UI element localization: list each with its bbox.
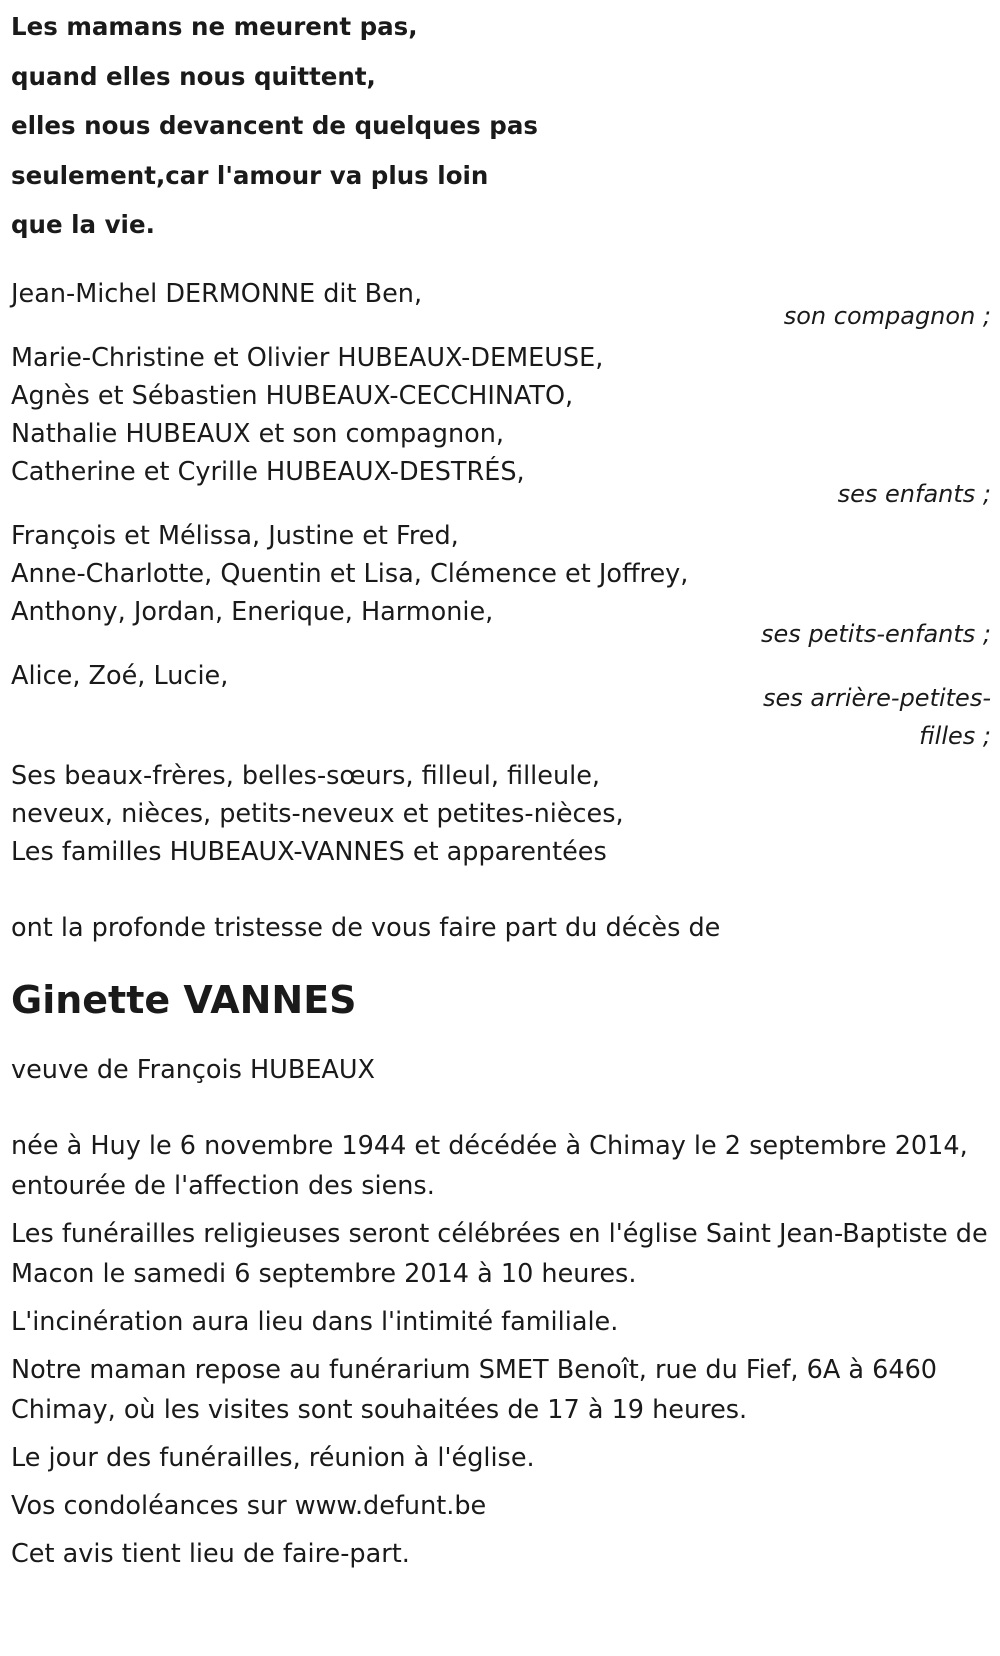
detail-paragraph: Le jour des funérailles, réunion à l'église. (11, 1442, 535, 1473)
detail-paragraph: née à Huy le 6 novembre 1944 et décédée à Chimay le 2 septembre 2014, entourée de l'affection des siens. (11, 1130, 968, 1201)
family-role: ses arrière-petites- (763, 683, 991, 712)
poem-line: elles nous devancent de quelques pas (11, 111, 538, 140)
detail-paragraph: L'incinération aura lieu dans l'intimité familiale. (11, 1306, 619, 1337)
family-great-grandchildren (11, 656, 991, 756)
obituary-notice (11, 0, 991, 1574)
poem-line: quand elles nous quittent, (11, 61, 376, 91)
deceased-name: Ginette VANNES (11, 977, 357, 1022)
family-others (11, 756, 991, 872)
poem (11, 0, 991, 250)
family-name-line: Catherine et Cyrille HUBEAUX-DESTRÉS, (11, 456, 525, 487)
family-name-line: Alice, Zoé, Lucie, (11, 660, 229, 691)
detail-paragraph: Cet avis tient lieu de faire-part. (11, 1538, 410, 1569)
family-name-line: François et Mélissa, Justine et Fred, (11, 520, 459, 551)
poem-line: Les mamans ne meurent pas, (11, 12, 418, 41)
announcement: ont la profonde tristesse de vous faire part du décès de (11, 912, 721, 943)
detail-paragraph: Notre maman repose au funérarium SMET Benoît, rue du Fief, 6A à 6460 Chimay, où les visites sont souhaitées de 17 à 19 heures. (11, 1354, 938, 1425)
family-name-line: Jean-Michel DERMONNE dit Ben, (11, 278, 423, 309)
family-name-line: Nathalie HUBEAUX et son compagnon, (11, 418, 505, 449)
family-role: filles ; (919, 721, 991, 750)
family-name-line: Marie-Christine et Olivier HUBEAUX-DEMEUSE, (11, 342, 604, 373)
family-name-line: neveux, nièces, petits-neveux et petites-nièces, (11, 798, 624, 829)
family-companion (11, 274, 991, 336)
poem-line: que la vie. (11, 210, 155, 239)
family-grandchildren (11, 516, 991, 654)
family-role: son compagnon ; (783, 301, 991, 330)
deceased-status: veuve de François HUBEAUX (11, 1054, 376, 1085)
family-name-line: Anne-Charlotte, Quentin et Lisa, Clémence et Joffrey, (11, 558, 689, 589)
family-name-line: Agnès et Sébastien HUBEAUX-CECCHINATO, (11, 380, 574, 411)
family-name-line: Les familles HUBEAUX-VANNES et apparentées (11, 836, 607, 867)
detail-paragraph: Vos condoléances sur www.defunt.be (11, 1490, 487, 1521)
poem-line: seulement,car l'amour va plus loin (11, 160, 489, 190)
family-name-line: Anthony, Jordan, Enerique, Harmonie, (11, 596, 494, 627)
family-children (11, 338, 991, 514)
detail-paragraph: Les funérailles religieuses seront célébrées en l'église Saint Jean-Baptiste de Macon le samedi 6 septembre 2014 à 10 heures. (11, 1218, 988, 1289)
family-name-line: Ses beaux-frères, belles-sœurs, filleul, filleule, (11, 760, 600, 791)
family-role: ses petits-enfants ; (760, 619, 991, 648)
family-role: ses enfants ; (837, 479, 991, 508)
